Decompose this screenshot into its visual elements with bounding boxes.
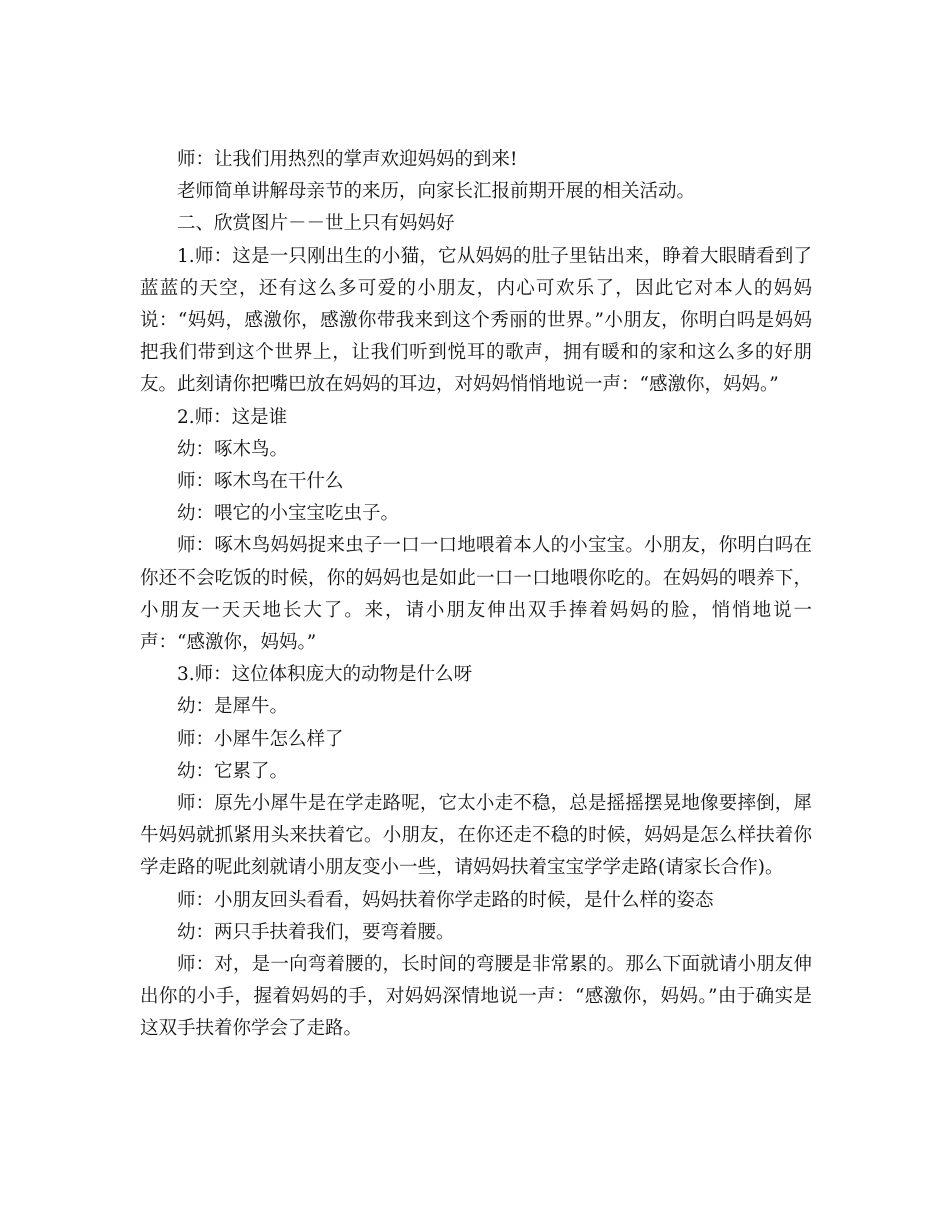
- paragraph: 师：小犀牛怎么样了: [177, 728, 344, 750]
- document-body: [140, 144, 812, 1046]
- paragraph: 师：让我们用热烈的掌声欢迎妈妈的到来!: [177, 149, 518, 170]
- paragraph: 2.师：这是谁: [177, 406, 288, 428]
- paragraph: 3.师：这位体积庞大的动物是什么呀: [177, 664, 473, 686]
- paragraph: 师：小朋友回头看看，妈妈扶着你学走路的时候，是什么样的姿态: [177, 889, 714, 911]
- paragraph: 老师简单讲解母亲节的来历，向家长汇报前期开展的相关活动。: [177, 181, 696, 203]
- paragraph: 幼：它累了。: [177, 760, 289, 782]
- paragraph: 师：啄木鸟妈妈捉来虫子一口一口地喂着本人的小宝宝。小朋友，你明白吗在你还不会吃饭的时候，你的妈妈也是如此一口一口地喂你吃的。在妈妈的喂养下，小朋友一天天地长大了。来，请小朋友伸出双手捧着妈妈的脸，悄悄地说一声：“感激你，妈妈。”: [140, 535, 812, 654]
- paragraph: 幼：是犀牛。: [177, 696, 289, 718]
- paragraph: 师：对，是一向弯着腰的，长时间的弯腰是非常累的。那么下面就请小朋友伸出你的小手，握着妈妈的手，对妈妈深情地说一声：“感激你，妈妈。”由于确实是这双手扶着你学会了走路。: [140, 954, 812, 1040]
- section-heading: 二、欣赏图片－－世上只有妈妈好: [177, 213, 455, 235]
- paragraph: 幼：啄木鸟。: [177, 438, 289, 460]
- paragraph: 1.师：这是一只刚出生的小猫，它从妈妈的肚子里钻出来，睁着大眼睛看到了蓝蓝的天空，还有这么多可爱的小朋友，内心可欢乐了，因此它对本人的妈妈说：“妈妈，感激你，感激你带我来到这个秀丽的世界。”小朋友，你明白吗是妈妈把我们带到这个世界上，让我们听到悦耳的歌声，拥有暖和的家和这么多的好朋友。此刻请你把嘴巴放在妈妈的耳边，对妈妈悄悄地说一声：“感激你，妈妈。”: [140, 245, 812, 396]
- paragraph: 幼：两只手扶着我们，要弯着腰。: [177, 921, 455, 943]
- paragraph: 师：原先小犀牛是在学走路呢，它太小走不稳，总是摇摇摆晃地像要摔倒，犀牛妈妈就抓紧用头来扶着它。小朋友，在你还走不稳的时候，妈妈是怎么样扶着你学走路的呢此刻就请小朋友变小一些，请妈妈扶着宝宝学学走路(请家长合作)。: [140, 793, 812, 879]
- paragraph: 幼：喂它的小宝宝吃虫子。: [177, 503, 400, 525]
- paragraph: 师：啄木鸟在干什么: [177, 471, 344, 493]
